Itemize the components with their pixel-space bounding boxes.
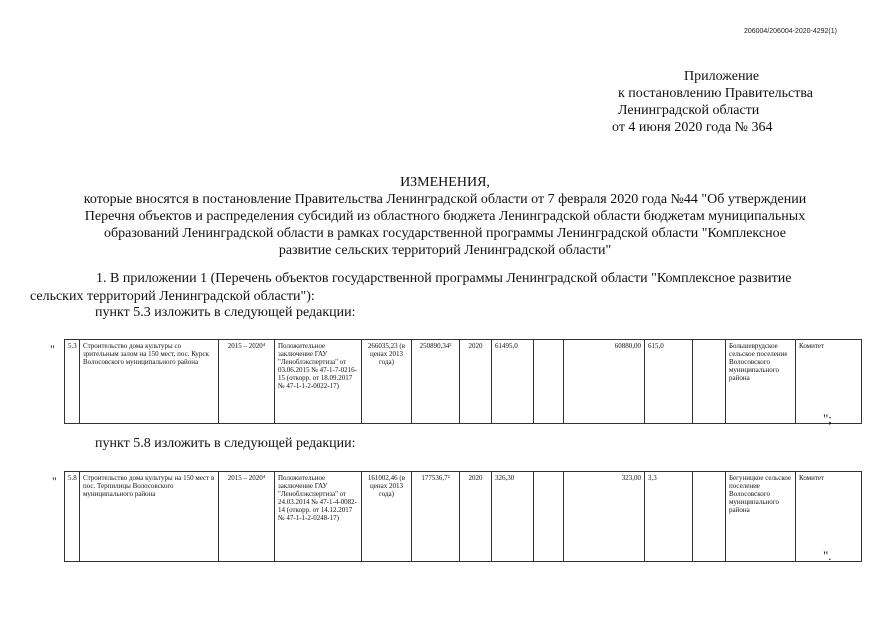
cell-period: 2015 – 2020⁴ [219,472,275,562]
paragraph-1 [30,270,850,306]
appendix-line-2: к постановлению Правительства [618,86,814,101]
heading-line-3: образований Ленинградской области в рамках государственной программы Ленинградской области "Комплексное [104,226,786,241]
cell-number: 5.8 [65,472,80,562]
table-row-5-8 [64,471,862,562]
cell-cost-current: 177536,7² [412,472,460,562]
section-5-3-label: пункт 5.3 изложить в следующей редакции: [95,305,356,320]
cell-year: 2020 [460,472,492,562]
heading-title: ИЗМЕНЕНИЯ, [400,175,490,190]
cell-empty-2 [693,472,726,562]
cell-expertise: Положительное заключение ГАУ "Леноблэкспертиза" от 03.06.2015 № 47-1-7-0216-15 (откорр. от 18.09.2017 № 47-1-1-2-0022-17) [275,340,362,424]
cell-regional-budget: 60880,00 [564,340,645,424]
cell-estimated-cost: 266035,23 (в ценах 2013 года) [362,340,412,424]
cell-year: 2020 [460,340,492,424]
cell-local-budget: 615,0 [645,340,693,424]
heading-line-1: которые вносятся в постановление Правительства Ленинградской области от 7 февраля 2020 года №44 "Об утверждении [83,192,807,207]
paragraph-1-line-1: 1. В приложении 1 (Перечень объектов государственной программы Ленинградской области "Комплексное развитие [96,271,792,286]
cell-expertise: Положительное заключение ГАУ "Леноблэкспертиза" от 24.03.2014 № 47-1-4-0082-14 (откорр. от 14.12.2017 № 47-1-1-2-0248-17) [275,472,362,562]
appendix-line-3: Ленинградской области [618,103,760,118]
table-row-5-3 [64,339,862,424]
cell-empty-1 [534,472,564,562]
document-id: 206004/206004-2020-4292(1) [743,28,837,35]
cell-recipient: Бегуницкое сельское поселение Волосовского муниципального района [726,472,796,562]
cell-regional-budget: 323,00 [564,472,645,562]
cell-estimated-cost: 161002,46 (в ценах 2013 года) [362,472,412,562]
close-quote: "; [823,411,832,426]
appendix-line-4: от 4 июня 2020 года № 364 [612,120,773,135]
open-quote: " [50,342,55,356]
section-5-8-label: пункт 5.8 изложить в следующей редакции: [95,436,356,451]
cell-local-budget: 3,3 [645,472,693,562]
appendix-line-1: Приложение [684,69,760,84]
cell-recipient: Большеврудское сельское поселение Волосовского муниципального района [726,340,796,424]
open-quote: " [52,474,57,488]
cell-object-name: Строительство дома культуры на 150 мест в пос. Терпилицы Волосовского муниципального района [80,472,219,562]
cell-empty-2 [693,340,726,424]
close-quote: ". [823,548,832,563]
cell-cost-current: 250890,34² [412,340,460,424]
cell-committee: Комитет [796,472,862,562]
cell-total: 326,30 [492,472,534,562]
document-heading [40,174,850,259]
cell-total: 61495,0 [492,340,534,424]
cell-empty-1 [534,340,564,424]
cell-number: 5.3 [65,340,80,424]
heading-line-4: развитие сельских территорий Ленинградской области" [278,243,612,258]
appendix-block [612,68,842,136]
cell-object-name: Строительство дома культуры со зрительным залом на 150 мест, пос. Курск Волосовского муниципального района [80,340,219,424]
paragraph-1-line-2: сельских территорий Ленинградской области"): [30,289,315,304]
heading-line-2: Перечня объектов и распределения субсидий из областного бюджета Ленинградской области бюджетам муниципальных [84,209,806,224]
cell-committee: Комитет [796,340,862,424]
cell-period: 2015 – 2020⁴ [219,340,275,424]
